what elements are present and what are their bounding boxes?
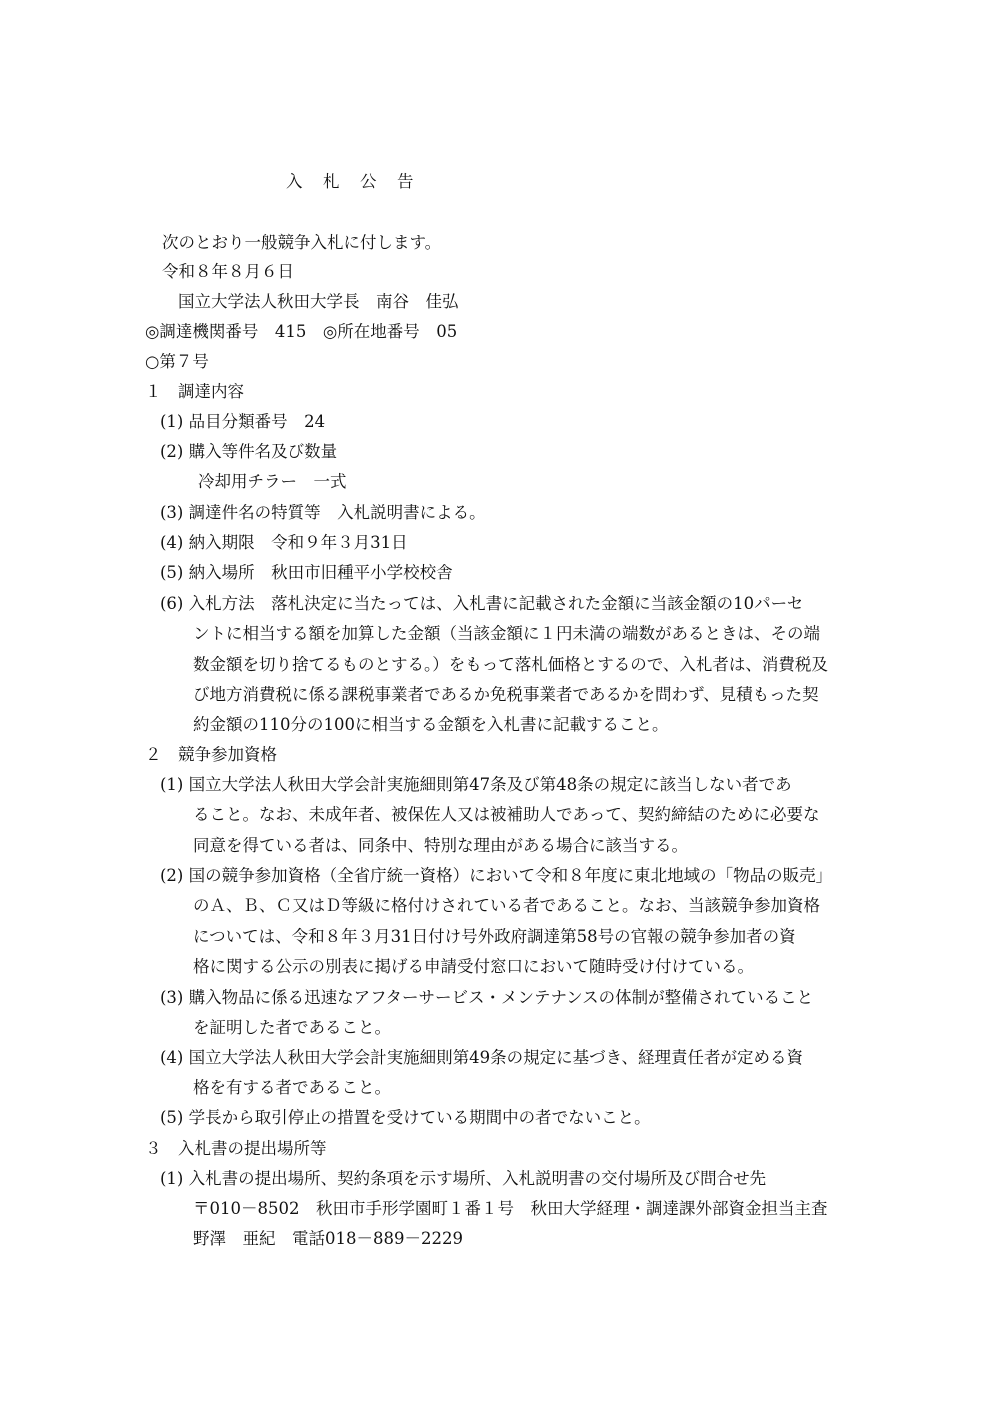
section2-item2-line3: については、令和８年３月31日付け号外政府調達第58号の官報の競争参加者の資 — [193, 927, 796, 946]
section1-item2-detail: 冷却用チラー 一式 — [198, 472, 347, 491]
section2-item1-line2: ること。なお、未成年者、被保佐人又は被補助人であって、契約締結のために必要な — [193, 805, 820, 824]
section2-item3-line2: を証明した者であること。 — [193, 1018, 391, 1037]
section1-item5: (5) 納入場所 秋田市旧種平小学校校舎 — [160, 563, 453, 582]
section1-item4: (4) 納入期限 令和９年３月31日 — [160, 533, 408, 552]
section1-item3: (3) 調達件名の特質等 入札説明書による。 — [160, 503, 486, 522]
section1-heading: １ 調達内容 — [145, 382, 244, 401]
notice-title: 入 札 公 告 — [286, 172, 416, 191]
procurement-codes: ◎調達機関番号 415 ◎所在地番号 05 — [145, 322, 458, 341]
section2-item3-line1: (3) 購入物品に係る迅速なアフターサービス・メンテナンスの体制が整備されていること — [160, 988, 814, 1007]
issuer-name: 国立大学法人秋田大学長 南谷 佳弘 — [178, 292, 459, 311]
section3-item1-line2: 〒010－8502 秋田市手形学園町１番１号 秋田大学経理・調達課外部資金担当主査 — [193, 1199, 828, 1218]
intro-text: 次のとおり一般競争入札に付します。 — [162, 233, 442, 252]
section1-item2: (2) 購入等件名及び数量 — [160, 442, 338, 461]
notice-number: ○第７号 — [145, 352, 209, 371]
section3-item1-line1: (1) 入札書の提出場所、契約条項を示す場所、入札説明書の交付場所及び問合せ先 — [160, 1169, 767, 1188]
section2-item5: (5) 学長から取引停止の措置を受けている期間中の者でないこと。 — [160, 1108, 651, 1127]
section3-item1-line3: 野澤 亜紀 電話018－889－2229 — [193, 1229, 463, 1248]
section2-item4-line2: 格を有する者であること。 — [193, 1078, 391, 1097]
section2-item1-line3: 同意を得ている者は、同条中、特別な理由がある場合に該当する。 — [193, 836, 688, 855]
section1-item6-line3: 数金額を切り捨てるものとする。）をもって落札価格とするので、入札者は、消費税及 — [193, 655, 828, 674]
section2-item2-line4: 格に関する公示の別表に掲げる申請受付窓口において随時受け付けている。 — [193, 957, 754, 976]
section2-item4-line1: (4) 国立大学法人秋田大学会計実施細則第49条の規定に基づき、経理責任者が定める資 — [160, 1048, 803, 1067]
section2-item2-line1: (2) 国の競争参加資格（全省庁統一資格）において令和８年度に東北地域の「物品の販売」 — [160, 866, 833, 885]
section1-item1: (1) 品目分類番号 24 — [160, 412, 326, 431]
section2-heading: ２ 競争参加資格 — [145, 745, 277, 764]
section1-item6-line2: ントに相当する額を加算した金額（当該金額に１円未満の端数があるときは、その端 — [193, 624, 820, 643]
section1-item6-line4: び地方消費税に係る課税事業者であるか免税事業者であるかを問わず、見積もった契 — [193, 685, 819, 704]
section1-item6-line5: 約金額の110分の100に相当する金額を入札書に記載すること。 — [193, 715, 669, 734]
section1-item6-line1: (6) 入札方法 落札決定に当たっては、入札書に記載された金額に当該金額の10パーセ — [160, 594, 804, 613]
section3-heading: ３ 入札書の提出場所等 — [145, 1139, 327, 1158]
section2-item1-line1: (1) 国立大学法人秋田大学会計実施細則第47条及び第48条の規定に該当しない者であ — [160, 775, 792, 794]
notice-date: 令和８年８月６日 — [162, 262, 294, 281]
section2-item2-line2: のＡ、Ｂ、Ｃ又はＤ等級に格付けされている者であること。なお、当該競争参加資格 — [193, 896, 820, 915]
